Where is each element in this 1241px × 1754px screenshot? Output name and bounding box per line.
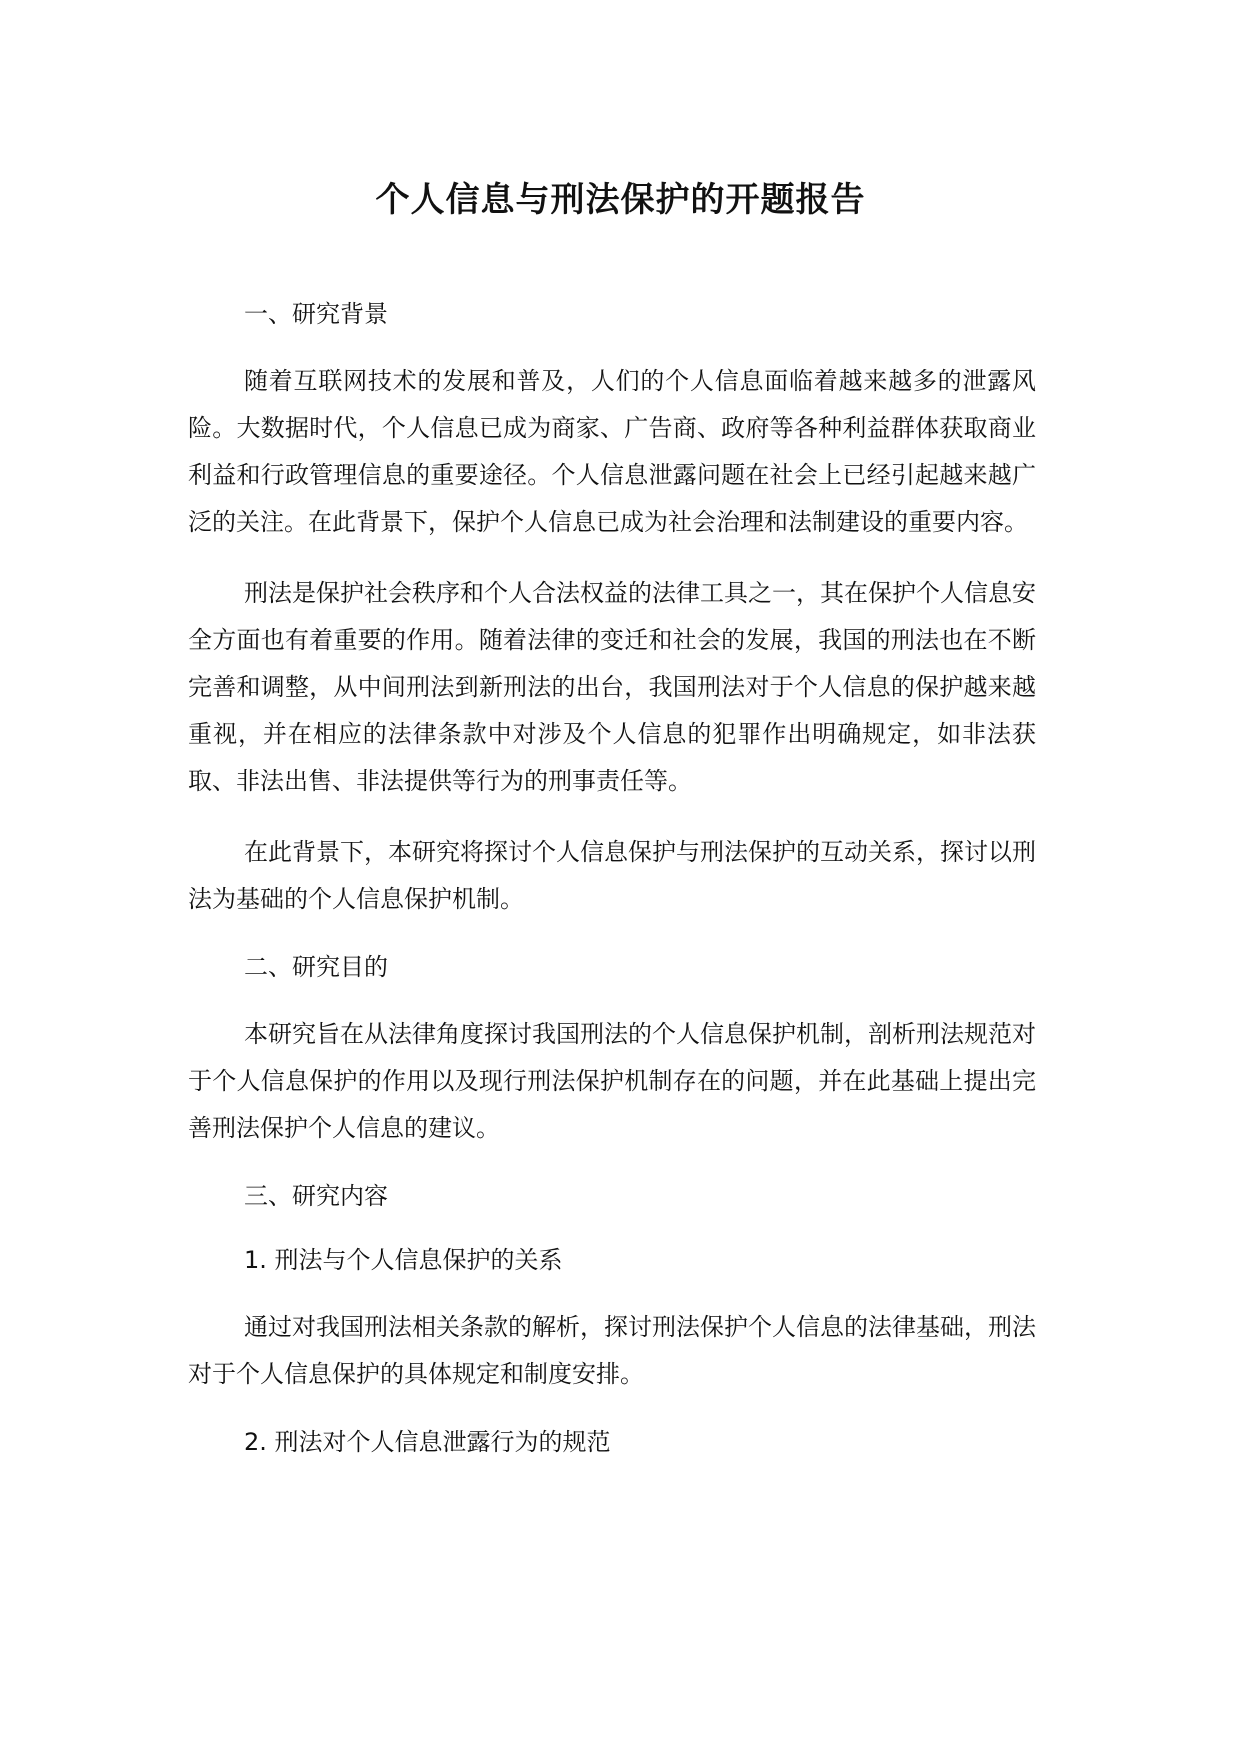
subsection-paragraph-1: 通过对我国刑法相关条款的解析，探讨刑法保护个人信息的法律基础，刑法对于个人信息保护的具体规定和制度安排。 [188,1313,1036,1388]
section-heading-background: 一、研究背景 [244,300,388,328]
background-paragraph-2: 刑法是保护社会秩序和个人合法权益的法律工具之一，其在保护个人信息安全方面也有着重要的作用。随着法律的变迁和社会的发展，我国的刑法也在不断完善和调整，从中间刑法到新刑法的出台，我国刑法对于个人信息的保护越来越重视，并在相应的法律条款中对涉及个人信息的犯罪作出明确规定，如非法获取、非法出售、非法提供等行为的刑事责任等。 [188,579,1036,795]
section-heading-content: 三、研究内容 [244,1182,388,1210]
background-paragraph-3: 在此背景下，本研究将探讨个人信息保护与刑法保护的互动关系，探讨以刑法为基础的个人信息保护机制。 [188,838,1036,913]
subsection-heading-2: 2. 刑法对个人信息泄露行为的规范 [244,1428,611,1456]
background-paragraph-1: 随着互联网技术的发展和普及，人们的个人信息面临着越来越多的泄露风险。大数据时代，个人信息已成为商家、广告商、政府等各种利益群体获取商业利益和行政管理信息的重要途径。个人信息泄露问题在社会上已经引起越来越广泛的关注。在此背景下，保护个人信息已成为社会治理和法制建设的重要内容。 [188,367,1036,536]
document-body [188,294,1036,1486]
document-title: 个人信息与刑法保护的开题报告 [375,180,866,220]
section-heading-purpose: 二、研究目的 [244,953,388,981]
purpose-paragraph: 本研究旨在从法律角度探讨我国刑法的个人信息保护机制，剖析刑法规范对于个人信息保护的作用以及现行刑法保护机制存在的问题，并在此基础上提出完善刑法保护个人信息的建议。 [188,1020,1036,1142]
subsection-heading-1: 1. 刑法与个人信息保护的关系 [244,1246,563,1274]
